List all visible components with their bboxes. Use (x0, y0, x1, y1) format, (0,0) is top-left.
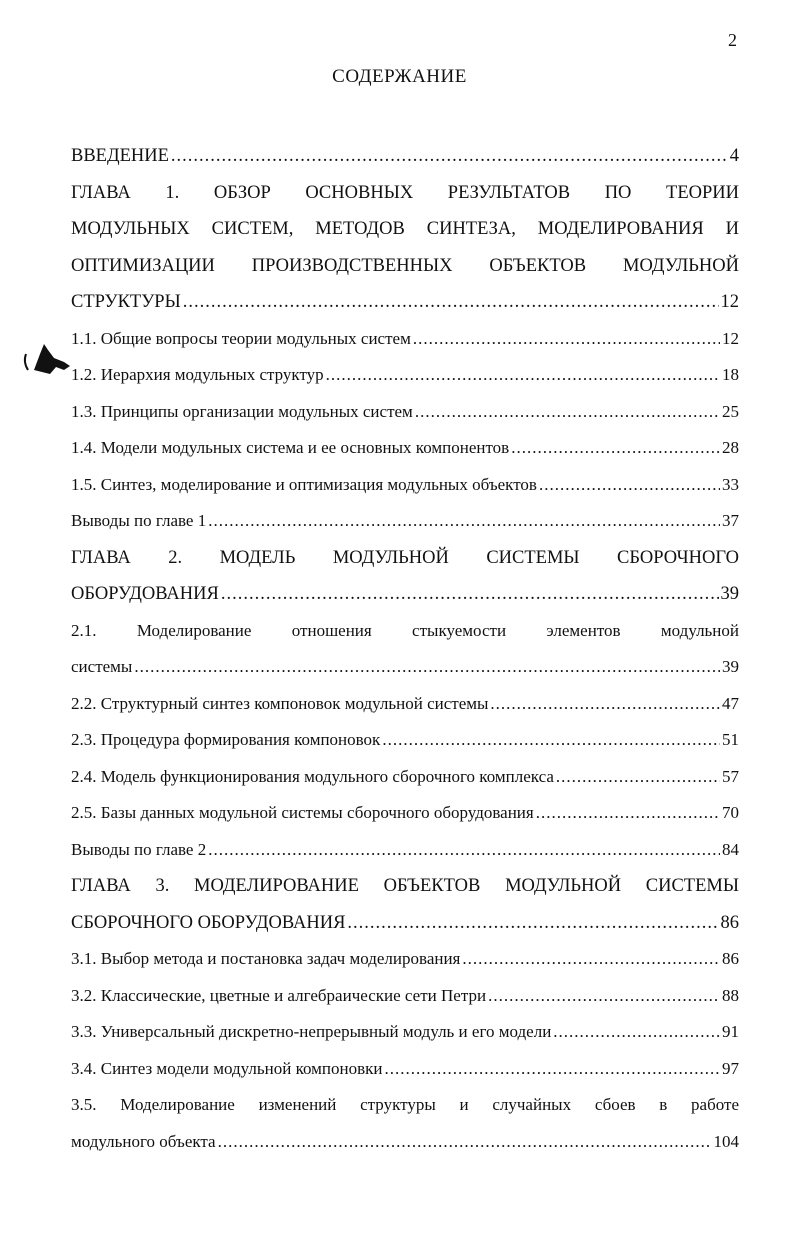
toc-entry-label: 1.4. Модели модульных система и ее основных компонентов (71, 438, 510, 457)
toc-entry (71, 978, 739, 1015)
toc-entry (71, 1014, 739, 1051)
toc-entry-label: 2.2. Структурный синтез компоновок модульной системы (71, 693, 489, 713)
toc-entry-leader-line (71, 832, 739, 869)
toc-entry-label: 1.3. Принципы организации модульных систем (71, 401, 413, 421)
toc-entry-line: ГЛАВА 1. ОБЗОР ОСНОВНЫХ РЕЗУЛЬТАТОВ ПО ТЕОРИИ (71, 182, 739, 203)
toc-page-number: 28 (722, 438, 739, 457)
toc-page-number: 4 (729, 146, 739, 166)
toc-entry-leader-line (71, 467, 739, 504)
toc-page-number: 25 (722, 401, 739, 421)
toc-page-number: 70 (722, 803, 739, 822)
dot-leader (347, 905, 718, 942)
toc-entry-leader-line (71, 430, 739, 467)
dot-leader (208, 503, 720, 540)
toc-entry (71, 467, 739, 504)
toc-page-number: 57 (722, 766, 739, 786)
toc-page-number: 47 (722, 693, 739, 713)
toc-entry-leader-line (71, 138, 739, 175)
toc-entry-leader-line (71, 284, 739, 321)
toc-entry (71, 686, 739, 723)
toc-entry-leader-line (71, 1051, 739, 1088)
toc-entry-leader-line (71, 649, 739, 686)
toc-entry-leader-line (71, 941, 739, 978)
toc-entry (71, 1087, 739, 1160)
toc-page-number: 97 (722, 1058, 739, 1078)
toc-entry (71, 613, 739, 686)
toc-entry-label: 2.5. Базы данных модульной системы сборочного оборудования (71, 803, 534, 822)
toc-entry-label: Выводы по главе 2 (71, 839, 207, 859)
toc-entry (71, 540, 739, 613)
toc-entry-line: ГЛАВА 3. МОДЕЛИРОВАНИЕ ОБЪЕКТОВ МОДУЛЬНОЙ СИСТЕМЫ (71, 876, 739, 896)
toc-entry-leader-line (71, 686, 739, 723)
page-number: 2 (728, 30, 737, 50)
page-title: СОДЕРЖАНИЕ (332, 66, 467, 87)
dot-leader (511, 430, 720, 467)
toc-entry-label: ОБОРУДОВАНИЯ (71, 584, 219, 604)
toc-entry-leader-line (71, 576, 739, 613)
toc-entry (71, 868, 739, 941)
toc-entry (71, 1051, 739, 1088)
toc-page-number: 88 (722, 985, 739, 1005)
toc-entry-label: 3.2. Классические, цветные и алгебраические сети Петри (71, 985, 487, 1005)
toc-entry-label: 2.4. Модель функционирования модульного сборочного комплекса (71, 766, 554, 786)
toc-entry-label: 2.3. Процедура формирования компоновок (71, 730, 381, 749)
toc-entry-label: 1.5. Синтез, моделирование и оптимизация модульных объектов (71, 474, 537, 494)
toc-entry-label: 1.2. Иерархия модульных структур (71, 365, 324, 384)
dot-leader (556, 759, 720, 796)
dot-leader (218, 1124, 712, 1161)
dot-leader (488, 978, 720, 1015)
toc-entry-leader-line (71, 1124, 739, 1161)
dot-leader (171, 138, 728, 175)
toc-entry-leader-line (71, 503, 739, 540)
toc-page-number: 39 (722, 657, 739, 676)
toc-entry-label: 3.4. Синтез модели модульной компоновки (71, 1058, 383, 1078)
toc-entry (71, 832, 739, 869)
toc-page-number: 91 (722, 1022, 739, 1041)
toc-entry-line: 2.1. Моделирование отношения стыкуемости элементов модульной (71, 620, 739, 640)
toc-entry (71, 138, 739, 175)
toc-page-number: 86 (722, 949, 739, 968)
dot-leader (221, 576, 719, 613)
dot-leader (134, 649, 720, 686)
toc-entry-line: МОДУЛЬНЫХ СИСТЕМ, МЕТОДОВ СИНТЕЗА, МОДЕЛИРОВАНИЯ И (71, 219, 739, 239)
toc-entry-leader-line (71, 321, 739, 358)
toc-entry-leader-line (71, 795, 739, 832)
toc-entry-leader-line (71, 905, 739, 942)
toc-page-number: 51 (722, 730, 739, 749)
dot-leader (490, 686, 720, 723)
toc-entry (71, 503, 739, 540)
toc-entry-line: ОПТИМИЗАЦИИ ПРОИЗВОДСТВЕННЫХ ОБЪЕКТОВ МОДУЛЬНОЙ (71, 255, 739, 276)
toc-entry (71, 430, 739, 467)
dot-leader (183, 284, 719, 321)
toc-entry-leader-line (71, 978, 739, 1015)
toc-page-number: 18 (722, 365, 739, 384)
toc-page-number: 12 (722, 328, 739, 348)
toc-page-number: 86 (720, 912, 739, 933)
toc-entry-leader-line (71, 722, 739, 759)
toc-page-number: 33 (722, 474, 739, 494)
toc-entry (71, 941, 739, 978)
toc-entry-leader-line (71, 759, 739, 796)
toc-entry-label: системы (71, 657, 133, 676)
dot-leader (553, 1014, 720, 1051)
ink-blot (20, 340, 72, 380)
dot-leader (208, 832, 720, 869)
toc-entry-label: ВВЕДЕНИЕ (71, 146, 169, 166)
dot-leader (539, 467, 720, 504)
dot-leader (536, 795, 720, 832)
toc-entry-leader-line (71, 394, 739, 431)
dot-leader (415, 394, 720, 431)
toc-entry-label: 1.1. Общие вопросы теории модульных систем (71, 328, 411, 348)
toc-entry (71, 321, 739, 358)
toc-entry-line: ГЛАВА 2. МОДЕЛЬ МОДУЛЬНОЙ СИСТЕМЫ СБОРОЧНОГО (71, 547, 739, 568)
toc-entry-leader-line (71, 1014, 739, 1051)
toc-entry (71, 175, 739, 321)
toc-entry (71, 795, 739, 832)
dot-leader (326, 357, 720, 394)
toc-entry (71, 759, 739, 796)
toc-entry-label: СТРУКТУРЫ (71, 292, 181, 312)
toc-entry (71, 357, 739, 394)
toc-page-number: 37 (722, 511, 739, 530)
toc-page-number: 104 (713, 1131, 739, 1151)
toc-entry-label: Выводы по главе 1 (71, 511, 207, 530)
toc-entry-leader-line (71, 357, 739, 394)
toc-entry-label: модульного объекта (71, 1131, 216, 1151)
dot-leader (385, 1051, 721, 1088)
toc-entry-label: 3.1. Выбор метода и постановка задач моделирования (71, 949, 461, 968)
dot-leader (462, 941, 720, 978)
toc-page-number: 39 (720, 584, 739, 604)
toc-entry (71, 722, 739, 759)
toc-entry-label: СБОРОЧНОГО ОБОРУДОВАНИЯ (71, 912, 346, 933)
dot-leader (382, 722, 720, 759)
dot-leader (413, 321, 720, 358)
toc-entry-label: 3.3. Универсальный дискретно-непрерывный модуль и его модели (71, 1022, 552, 1041)
table-of-contents (71, 138, 739, 1160)
toc-page-number: 12 (720, 292, 739, 312)
toc-entry-line: 3.5. Моделирование изменений структуры и случайных сбоев в работе (71, 1095, 739, 1114)
toc-entry (71, 394, 739, 431)
toc-page-number: 84 (722, 839, 739, 859)
